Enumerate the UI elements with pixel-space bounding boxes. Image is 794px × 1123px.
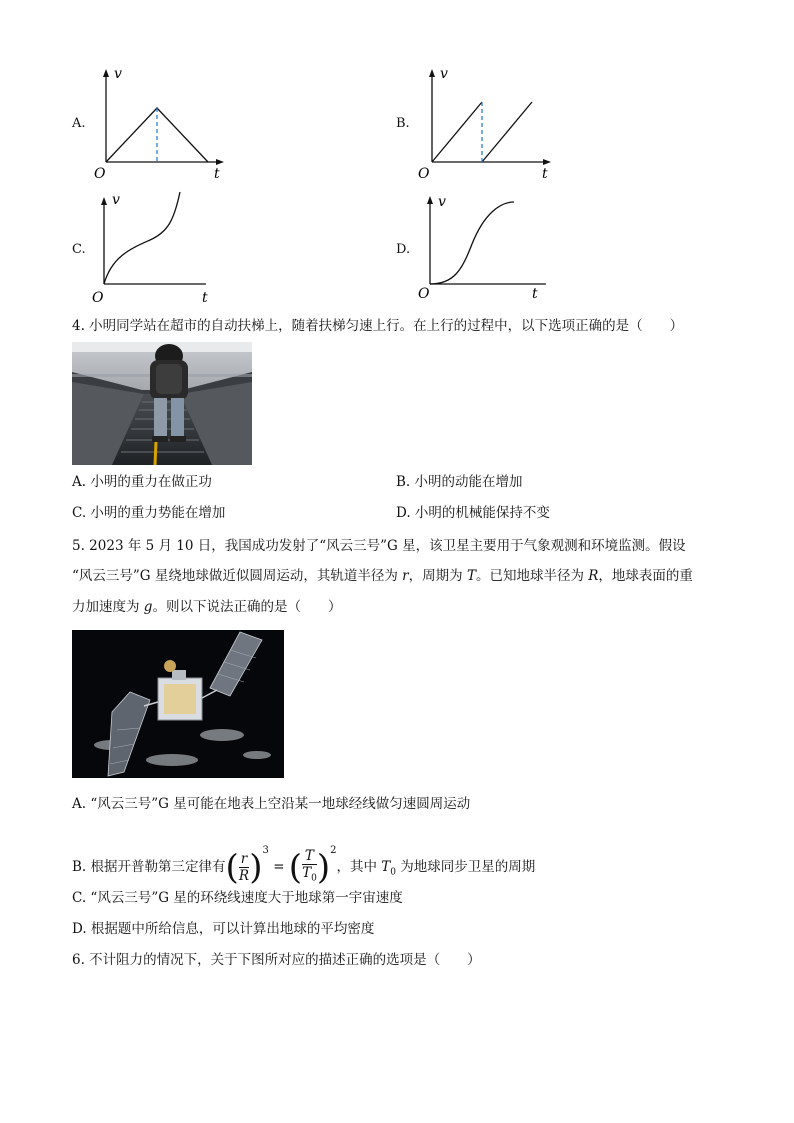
q5-option-a: A. “风云三号”G 星可能在地表上空沿某一地球经线做匀速圆周运动	[72, 796, 471, 812]
graph-d-curve	[430, 202, 514, 284]
option-label-a: A.	[72, 116, 86, 131]
q4-option-d: D. 小明的机械能保持不变	[396, 505, 550, 521]
fraction-T-over-T0: $\frac{T}{T_0}$	[302, 848, 317, 884]
graph-b	[416, 62, 561, 182]
graph-c-origin: O	[92, 290, 104, 306]
graph-d-t-label: t	[532, 286, 538, 302]
graph-c	[88, 190, 223, 310]
satellite-photo	[72, 630, 284, 778]
graph-c-t-label: t	[202, 290, 208, 306]
graph-a-origin: O	[94, 166, 106, 182]
graph-b-origin: O	[418, 166, 430, 182]
q5-stem-line-3: 力加速度为 g。则以下说法正确的是（ ）	[72, 599, 342, 615]
q5-option-c: C. “风云三号”G 星的环绕线速度大于地球第一宇宙速度	[72, 890, 403, 906]
graph-d-origin: O	[418, 286, 430, 302]
option-label-b: B.	[396, 116, 410, 131]
graph-d-v-label: v	[438, 194, 446, 210]
graph-d	[414, 190, 559, 305]
q5-option-b: B. 根据开普勒第三定律有( $\frac{r}{R}$ )$^3$ = ( $\frac{T}{T_0}$ )$^2$，其中 $T_0$ 为地球同步卫星的周期	[72, 845, 536, 888]
graph-a-t-label: t	[214, 166, 220, 182]
graph-c-v-label: v	[112, 192, 120, 208]
q5-stem-line-1: 5. 2023 年 5 月 10 日，我国成功发射了“风云三号”G 星，该卫星主要用于气象观测和环境监测。假设	[72, 538, 686, 554]
graph-a-v-label: v	[114, 66, 122, 82]
graph-b-curve-1	[432, 102, 482, 162]
q4-option-b: B. 小明的动能在增加	[396, 474, 523, 490]
q5-stem-line-2: “风云三号”G 星绕地球做近似圆周运动，其轨道半径为 r，周期为 T。已知地球半径为 R，地球表面的重	[72, 568, 693, 584]
fraction-r-over-R: $\frac{r}{R}$	[238, 851, 250, 884]
option-label-d: D.	[396, 242, 411, 257]
q6-stem: 6. 不计阻力的情况下，关于下图所对应的描述正确的选项是（ ）	[72, 952, 481, 968]
q4-stem: 4. 小明同学站在超市的自动扶梯上，随着扶梯匀速上行。在上行的过程中，以下选项正确的是（ ）	[72, 318, 684, 334]
graph-b-t-label: t	[542, 166, 548, 182]
q4-option-a: A. 小明的重力在做正功	[72, 474, 212, 490]
q5-option-d: D. 根据题中所给信息，可以计算出地球的平均密度	[72, 921, 375, 937]
graph-b-v-label: v	[440, 66, 448, 82]
q4-option-c: C. 小明的重力势能在增加	[72, 505, 226, 521]
escalator-photo	[72, 342, 252, 465]
graph-a	[92, 62, 232, 182]
graph-b-curve-2	[482, 102, 532, 162]
option-label-c: C.	[72, 242, 86, 257]
